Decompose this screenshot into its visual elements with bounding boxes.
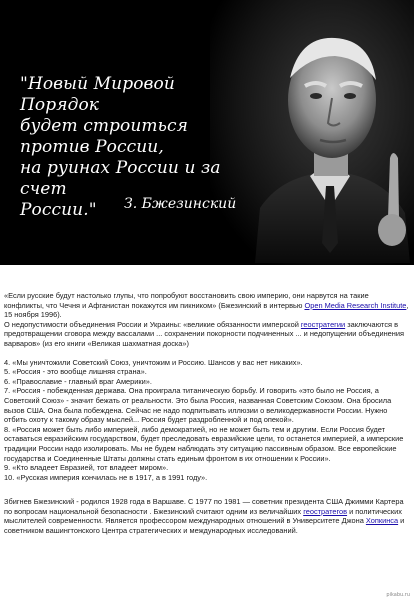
list-item: 8. «Россия может быть либо империей, либо демократией, но не может быть тем и другим. Если Россия будет оставаться евразийским государством, будет преследовать евразийские цели, то останется империей, а имперские традиции России надо изолировать. Мы не будем наблюдать эту ситуацию пассивным образом. Все европейские государства и Соединенные Штаты должны стать единым фронтом в их отношении к России». (4, 424, 404, 463)
intro-text-end: , 15 ноября 1996). (4, 300, 409, 320)
intro-text: «Если русские будут настолько глупы, что попробуют восстановить свою империю, они нарвутся на такие конфликты, что Чечня и Афганистан покажутся им пикником» (Бжезинский в интервью (4, 291, 369, 310)
list-item: 7. «Россия - побежденная держава. Она проиграла титаническую борьбу. И говорить «это было не Россия, а Советский Союз» - значит бежать от реальности. Это была Россия, названная Советским Союзом. Она бросила вызов США. Она была побеждена. Сейчас не надо подпитывать иллюзии о великодержавности России. Нужно отбить охоту к такому образу мыслей... Россия будет раздробленной и под опекой». (4, 386, 392, 425)
union-paragraph (4, 320, 410, 349)
article-body (4, 291, 410, 536)
quote-banner (0, 0, 414, 265)
union-text-end: заключаются в предотвращении сговора между вассалами ... сохранении покорности подчиненных ... и недопущении объединения варваров» (из его книги «Великая шахматная доска») (4, 319, 405, 348)
bio-paragraph (4, 497, 410, 535)
bio-text-mid: и политических мыслителей современности. Является профессором международных отношений в Университете Джона (4, 506, 402, 526)
list-item: 9. «Кто владеет Евразией, тот владеет миром». (4, 463, 169, 473)
intro-paragraph (4, 291, 410, 320)
bio-text: Збигнев Бжезинский - родился 1928 года в Варшаве. С 1977 по 1981 — советник президента США Джимми Картера по вопросам национальной безопасности . Бжезинский считают одним из величайших (4, 497, 404, 516)
quote-line: на руинах России и за счет (20, 158, 221, 199)
spacer (4, 349, 410, 358)
list-item: 10. «Русская империя кончилась не в 1917, а в 1991 году». (4, 472, 208, 482)
list-item: 6. «Православие - главный враг Америки». (4, 376, 152, 386)
list-item: 4. «Мы уничтожили Советский Союз, уничтожим и Россию. Шансов у вас нет никаких». (4, 357, 303, 367)
bio-text-end: и советником вашингтонского Центра стратегических и международных исследований. (4, 516, 405, 536)
quote-line: России." (20, 200, 97, 220)
union-text: О недопустимости объединения России и Украины: «великие обязанности имперской (4, 319, 301, 329)
spacer (4, 482, 410, 491)
quote-line: "Новый Мировой Порядок (20, 74, 175, 115)
quote-line: будет строиться против России, (20, 116, 188, 157)
geostrategists-link[interactable]: геостратегов (303, 506, 348, 516)
portrait-image (250, 8, 410, 263)
geostrategy-link[interactable]: геостратегии (300, 319, 346, 329)
list-item: 5. «Россия - это вообще лишняя страна». (4, 367, 147, 377)
hopkins-link[interactable]: Хопкинса (365, 516, 399, 526)
intro-link[interactable]: Open Media Research Institute (304, 300, 407, 310)
watermark: pikabu.ru (386, 592, 410, 598)
quote-author: З. Бжезинский (124, 196, 237, 212)
